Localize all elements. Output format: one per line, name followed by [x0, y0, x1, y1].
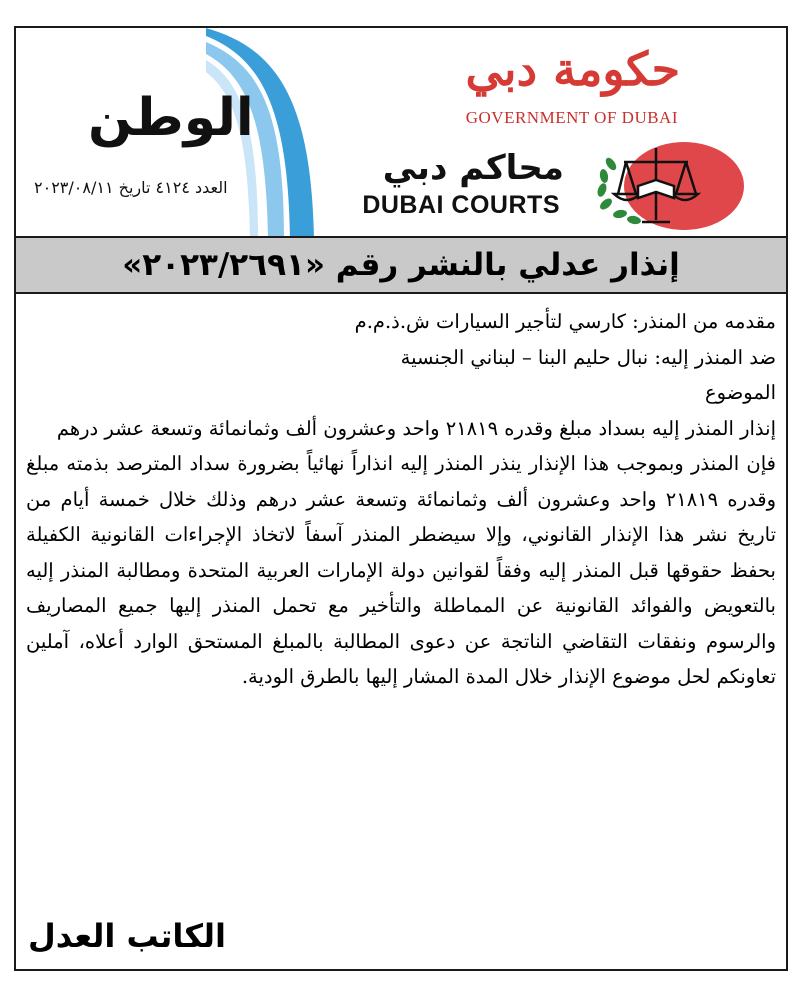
issue-date-line: العدد ٤١٢٤ تاريخ ٢٠٢٣/٠٨/١١ [34, 178, 228, 197]
applicant-line: مقدمه من المنذر: كارسي لتأجير السيارات ش.ذ.م.م [354, 310, 776, 333]
respondent-line: ضد المنذر إليه: نبال حليم البنا – لبناني الجنسية [400, 345, 776, 369]
courts-logo-arabic: محاكم دبي [382, 148, 564, 188]
government-logo-english: GOVERNMENT OF DUBAI [465, 108, 678, 127]
courts-logo-english: DUBAI COURTS [362, 191, 560, 219]
subject-text: إنذار المنذر إليه بسداد مبلغ وقدره ٢١٨١٩ واحد وعشرون ألف وثمانمائة وتسعة عشر درهم [56, 416, 776, 440]
subject-label: الموضوع [705, 381, 776, 404]
main-notice-text: فإن المنذر وبموجب هذا الإنذار ينذر المنذر إليه انذاراً نهائياً بضرورة سداد المترصد بذمته مبلغ وقدره ٢١٨١٩ واحد وعشرون ألف وثمانمائة وتسعة عشر درهم وذلك خلال خمسة أيام من تاريخ نشر هذا الإنذار القانوني، وإلا سيضطر المنذر آسفاً لاتخاذ الإجراءات القانونية الكفيلة بحفظ حقوقها قبل المنذر إليه وفقاً لقوانين دولة الإمارات العربية المتحدة ومطالبة المنذر إليه بالتعويض والفوائد القانونية عن المماطلة والتأخير مع تحمل المنذر إليها جميع المصاريف والرسوم ونفقات التقاضي الناتجة عن دعوى المطالبة بالمبلغ المستحق الوارد أعلاه، آملين تعاونكم لحل موضوع الإنذار خلال المدة المشار إليها بالطرق الودية. [26, 452, 776, 688]
newspaper-name: الوطن [88, 88, 254, 148]
notice-title-band [16, 236, 786, 294]
notice-title: إنذار عدلي بالنشر رقم «٢٠٢٣/٢٦٩١» [122, 247, 680, 283]
notice-frame [14, 26, 788, 971]
government-logo-arabic: حكومة دبي [465, 42, 680, 96]
notary-signature: الكاتب العدل [28, 917, 226, 955]
notice-header [16, 28, 786, 236]
courts-scales-emblem-icon [586, 134, 746, 234]
notice-body [26, 304, 776, 695]
